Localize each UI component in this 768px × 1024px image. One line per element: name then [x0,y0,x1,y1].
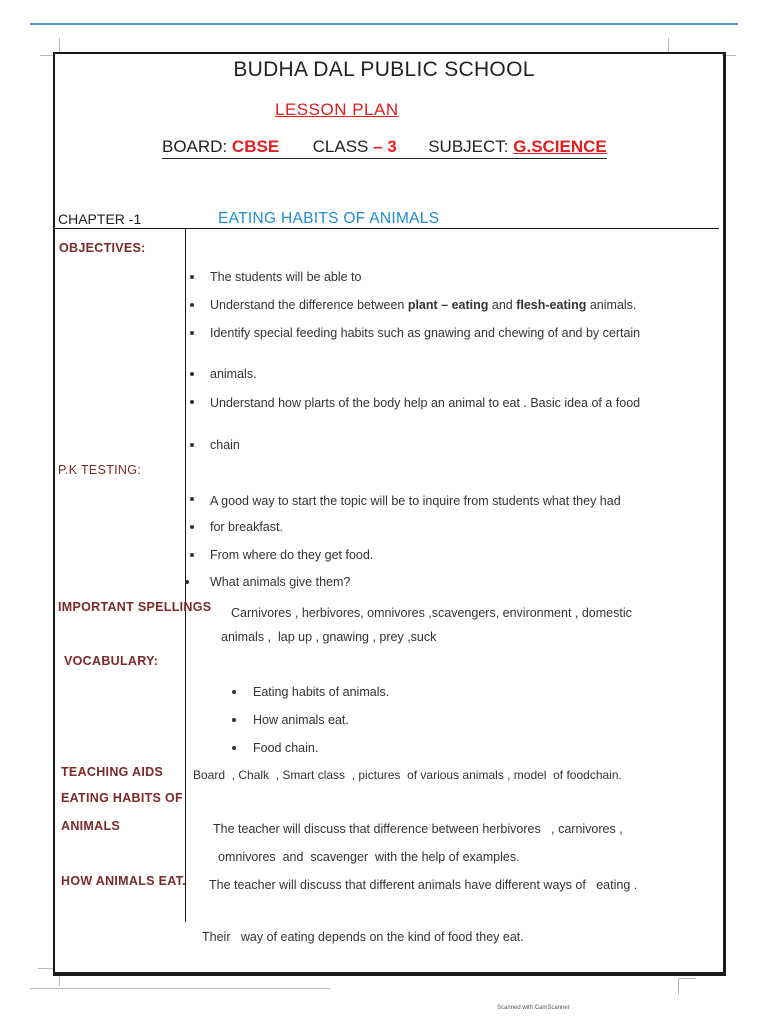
how-animals-eat-label: HOW ANIMALS EAT. [61,874,186,888]
how-animals-eat-line-1: The teacher will discuss that different animals have different ways of eating . [209,878,638,892]
subject-value: G.SCIENCE [513,137,607,156]
bullet [190,331,194,335]
chapter-title: EATING HABITS OF ANIMALS [218,210,440,227]
bullet [190,553,194,557]
scanner-watermark: Scanned with CamScanner [497,1005,570,1011]
vocabulary-label: VOCABULARY: [64,654,159,668]
how-animals-eat-line-2: Their way of eating depends on the kind of food they eat. [202,930,524,944]
pk-item: A good way to start the topic will be to inquire from students what they had [210,494,621,508]
objective-item: chain [210,438,240,452]
objective-item: Understand how plarts of the body help an animal to eat . Basic idea of a food [210,396,641,410]
document-title: LESSON PLAN [275,100,399,119]
board-label: BOARD: [162,137,228,156]
crop-mark [59,38,60,52]
pk-item: What animals give them? [210,575,351,589]
eating-habits-label-line-1: EATING HABITS OF [61,791,183,805]
objective-item: The students will be able to [210,270,362,284]
bullet [232,746,236,750]
crop-mark [38,968,54,969]
crop-mark [668,38,669,52]
eating-habits-line-2: omnivores and scavenger with the help of examples. [218,850,520,864]
pk-testing-label: P.K TESTING: [58,463,142,477]
vocabulary-item: How animals eat. [253,713,349,727]
eating-habits-line-1: The teacher will discuss that difference between herbivores , carnivores , [213,822,623,836]
teaching-aids-text: Board , Chalk , Smart class , pictures of various animals , model of foodchain. [193,768,622,782]
bullet [190,400,194,404]
subject-label: SUBJECT: [428,137,509,156]
objective-text: Understand the difference between [210,298,408,312]
vocabulary-item: Eating habits of animals. [253,685,390,699]
objective-item: animals. [210,367,257,381]
crop-mark [678,978,696,979]
top-rule [30,23,738,25]
objective-text: and [488,298,517,312]
chapter-label: CHAPTER -1 [58,211,142,227]
bullet [232,690,236,694]
crop-mark [678,978,679,994]
class-value: – 3 [373,137,397,156]
page-border [53,52,726,976]
vocabulary-item: Food chain. [253,741,319,755]
board-class-subject-row [162,137,607,159]
spellings-line-1: Carnivores , herbivores, omnivores ,scavengers, environment , domestic [231,606,632,620]
class-label: CLASS [312,137,369,156]
spellings-label: IMPORTANT SPELLINGS [58,600,212,614]
bullet [190,372,194,376]
teaching-aids-label: TEACHING AIDS [61,765,164,779]
bullet [190,275,194,279]
pk-item: for breakfast. [210,520,283,534]
bottom-rule [30,988,330,989]
objective-bold-term: plant – eating [407,298,489,312]
crop-mark [40,55,54,56]
bullet [185,580,189,584]
bullet [190,303,194,307]
objectives-label: OBJECTIVES: [59,241,146,255]
bullet [232,718,236,722]
objective-item: Identify special feeding habits such as gnawing and chewing of and by certain [210,326,641,340]
bullet [190,525,194,529]
school-name: BUDHA DAL PUBLIC SCHOOL [233,58,535,81]
board-value: CBSE [231,137,280,156]
bullet [190,443,194,447]
objective-item [210,298,636,313]
objective-text: animals. [586,298,637,312]
eating-habits-label-line-2: ANIMALS [61,819,121,833]
header-divider [55,228,719,229]
spellings-line-2: animals , lap up , gnawing , prey ,suck [221,630,437,644]
pk-item: From where do they get food. [210,548,374,562]
column-divider [185,229,186,922]
bullet [190,497,194,501]
objective-bold-term: flesh-eating [516,298,587,312]
